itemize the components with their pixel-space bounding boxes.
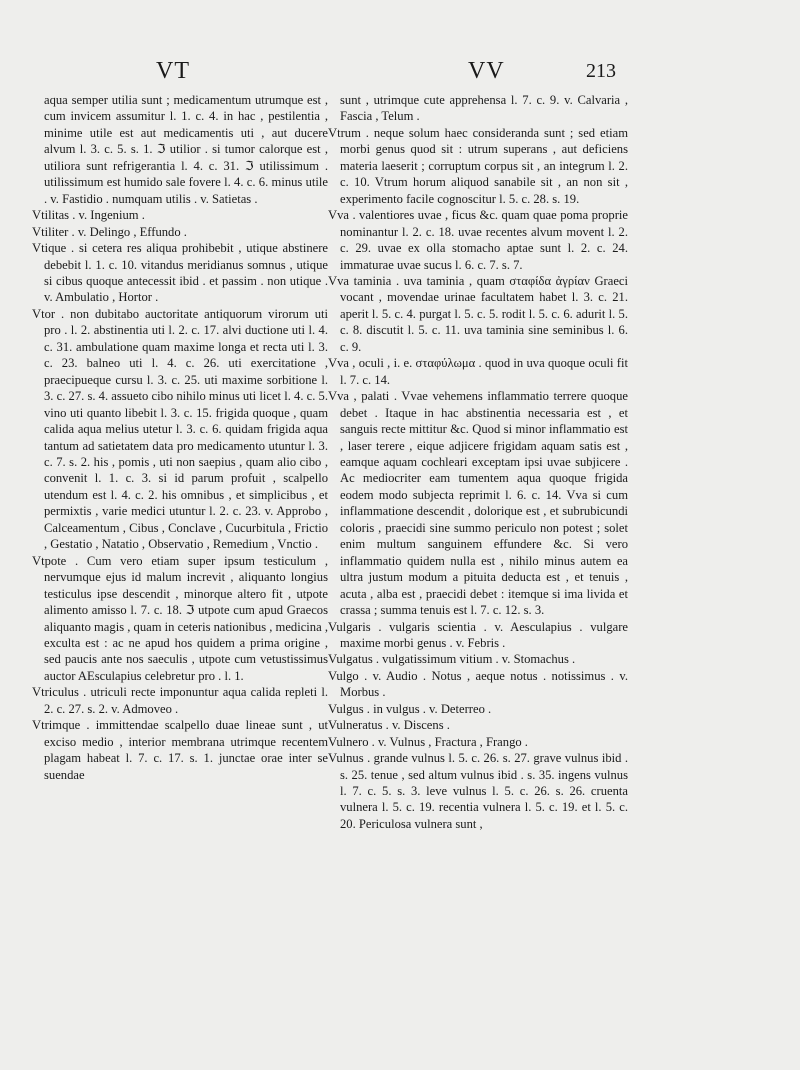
index-entry: Vtiliter . v. Delingo , Effundo . (32, 224, 187, 239)
running-head-left: VT (156, 58, 190, 84)
index-entry: Vulgaris . vulgaris scientia . v. Aesculapius . vulgare maxime morbi genus . v. Febris . (328, 619, 628, 650)
right-column (328, 92, 628, 832)
page-number: 213 (586, 60, 616, 82)
index-entry: Vtriculus . utriculi recte imponuntur aqua calida repleti l. 2. c. 27. s. 2. v. Admoveo . (32, 685, 328, 716)
index-entry: Vtrimque . immittendae scalpello duae lineae sunt , ut exciso medio , interior membrana utrimque recentem plagam habeat l. 7. c. 17. s. 1. junctae orae inter se suendae (32, 718, 328, 782)
index-entry: Vva , oculi , i. e. σταφύλωμα . quod in uva quoque oculi fit l. 7. c. 14. (328, 356, 628, 387)
index-entry: Vulnus . grande vulnus l. 5. c. 26. s. 27. grave vulnus ibid . s. 25. tenue , sed altum vulnus ibid . s. 35. ingens vulnus l. 7. c. 5. s. 3. leve vulnus l. 5. c. 26. s. 26. cruenta vulnera l. 5. c. 19. recentia vulnera l. 5. c. 19. et l. 5. c. 20. Periculosa vulnera sunt , (328, 751, 628, 831)
index-entry: Vva . valentiores uvae , ficus &c. quam quae poma proprie nominantur l. 2. c. 18. uvae recentes alvum movent l. 2. c. 29. uvae ex olla stomacho aptae sunt l. 2. c. 24. immaturae uvae sucus l. 6. c. 7. s. 7. (328, 208, 628, 272)
index-entry: aqua semper utilia sunt ; medicamentum utrumque est , cum invicem assumitur l. 1. c. 4. in hac , pestilentia , minime utile est aut medicamentis uti , aut ducere alvum l. 3. c. 5. s. 1. ℑ utilior . si tumor calorque est , utiliora sunt refrigerantia l. 4. c. 31. ℑ utilissimum . utilissimum est humido sale fovere l. 4. c. 6. minus utile . v. Fastidio . numquam utilis . v. Satietas . (44, 93, 328, 206)
index-entry: sunt , utrimque cute apprehensa l. 7. c. 9. v. Calvaria , Fascia , Telum . (340, 93, 628, 124)
index-entry: Vtrum . neque solum haec consideranda sunt ; sed etiam morbi genus quod sit : utrum superans , aut deficiens materia laeserit ; corruptum corpus sit , an integrum l. 2. c. 10. Vtrum horum aliquod sanabile sit , an non sit , experimento facile cognoscitur l. 5. c. 28. s. 19. (328, 125, 628, 206)
index-entry: Vulgatus . vulgatissimum vitium . v. Stomachus . (328, 652, 576, 667)
running-head-right: VV (468, 58, 505, 84)
index-entry: Vulnero . v. Vulnus , Fractura , Frango . (328, 734, 528, 749)
index-entry: Vva , palati . Vvae vehemens inflammatio terrere quoque debet . Itaque in hac abstinentia necessaria est , et sanguis recte mittitur &c. Quod si minor inflammatio est , laser terere , eique adjicere frigidam aquam satis est , eamque aquam cochleari exceptam ipsi uvae subjicere . Ac mediocriter eam tumentem aqua quoque frigida eodem modo subjecta reprimit l. 6. c. 14. Vva si cum inflammatione descendit , dolorique est , et subrubicundi coloris , praecidi sine summo periculo non potest ; solet enim multum sanguinem effundere &c. Si vero inflammatio quidem nulla est , nihilo minus autem ea ultra justum modum a pituita deducta est , et tenuis , acuta , alba est , praecidi debet : itemque si ima livida et crassa ; summa tenuis est l. 7. c. 12. s. 3. (328, 389, 628, 618)
left-column (32, 92, 328, 783)
index-entry: Vulneratus . v. Discens . (328, 718, 450, 733)
index-entry: Vulgus . in vulgus . v. Deterreo . (328, 701, 492, 716)
index-entry: Vtpote . Cum vero etiam super ipsum testiculum , nervumque ejus id malum increvit , aliquanto longius testiculus ipse descendit , minorque altero fit , utpote alimento amisso l. 7. c. 18. ℑ utpote cum apud Graecos aliquanto magis , quam in ceteris nationibus , medicina , exculta est : ac ne apud hos quidem a prima origine , sed paucis ante nos saeculis , utpote cum vetustissimus auctor AEsculapius celebretur pro . l. 1. (32, 553, 328, 683)
index-entry: Vtilitas . v. Ingenium . (32, 208, 145, 223)
index-entry: Vtique . si cetera res aliqua prohibebit , utique abstinere debebit l. 1. c. 10. vitandus meridianus somnus , utique si cibus quoque antecessit ibid . et passim . non utique . v. Ambulatio , Hortor . (32, 241, 328, 305)
index-entry: Vulgo . v. Audio . Notus , aeque notus . notissimus . v. Morbus . (328, 668, 628, 700)
index-entry: Vtor . non dubitabo auctoritate antiquorum virorum uti pro . l. 2. abstinentia uti l. 2. c. 17. alvi ductione uti l. 4. c. 31. ambulatione quam maxime longa et recta uti l. 3. c. 23. balneo uti l. 4. c. 26. uti exercitatione , praecipueque cursu l. 3. c. 25. uti maxime sorbitione l. 3. c. 27. s. 4. assueto cibo nihilo minus uti licet l. 4. c. 5. vino uti quanto libebit l. 3. c. 15. frigida quoque , quam calida aqua melius utetur l. 3. c. 6. quidam frigida aqua tantum ad satietatem data pro medicamento utuntur l. 3. c. 7. s. 2. his , pomis , uti non saepius , quam alio cibo , convenit l. 1. c. 3. si id parum profuit , scalpello utendum est l. 4. c. 2. his omnibus , et simplicibus , et permixtis , varie medici utuntur l. 2. c. 23. v. Approbo , Calceamentum , Cibus , Conclave , Cucurbitula , Frictio , Gestatio , Natatio , Observatio , Remedium , Vnctio . (32, 306, 328, 552)
index-entry: Vva taminia . uva taminia , quam σταφίδα ἀγρίαν Graeci vocant , movendae urinae facultatem habet l. 3. c. 21. aperit l. 5. c. 4. purgat l. 5. c. 5. rodit l. 5. c. 6. adurit l. 5. c. 8. discutit l. 5. c. 11. uva taminia sine seminibus l. 6. c. 9. (328, 273, 628, 354)
